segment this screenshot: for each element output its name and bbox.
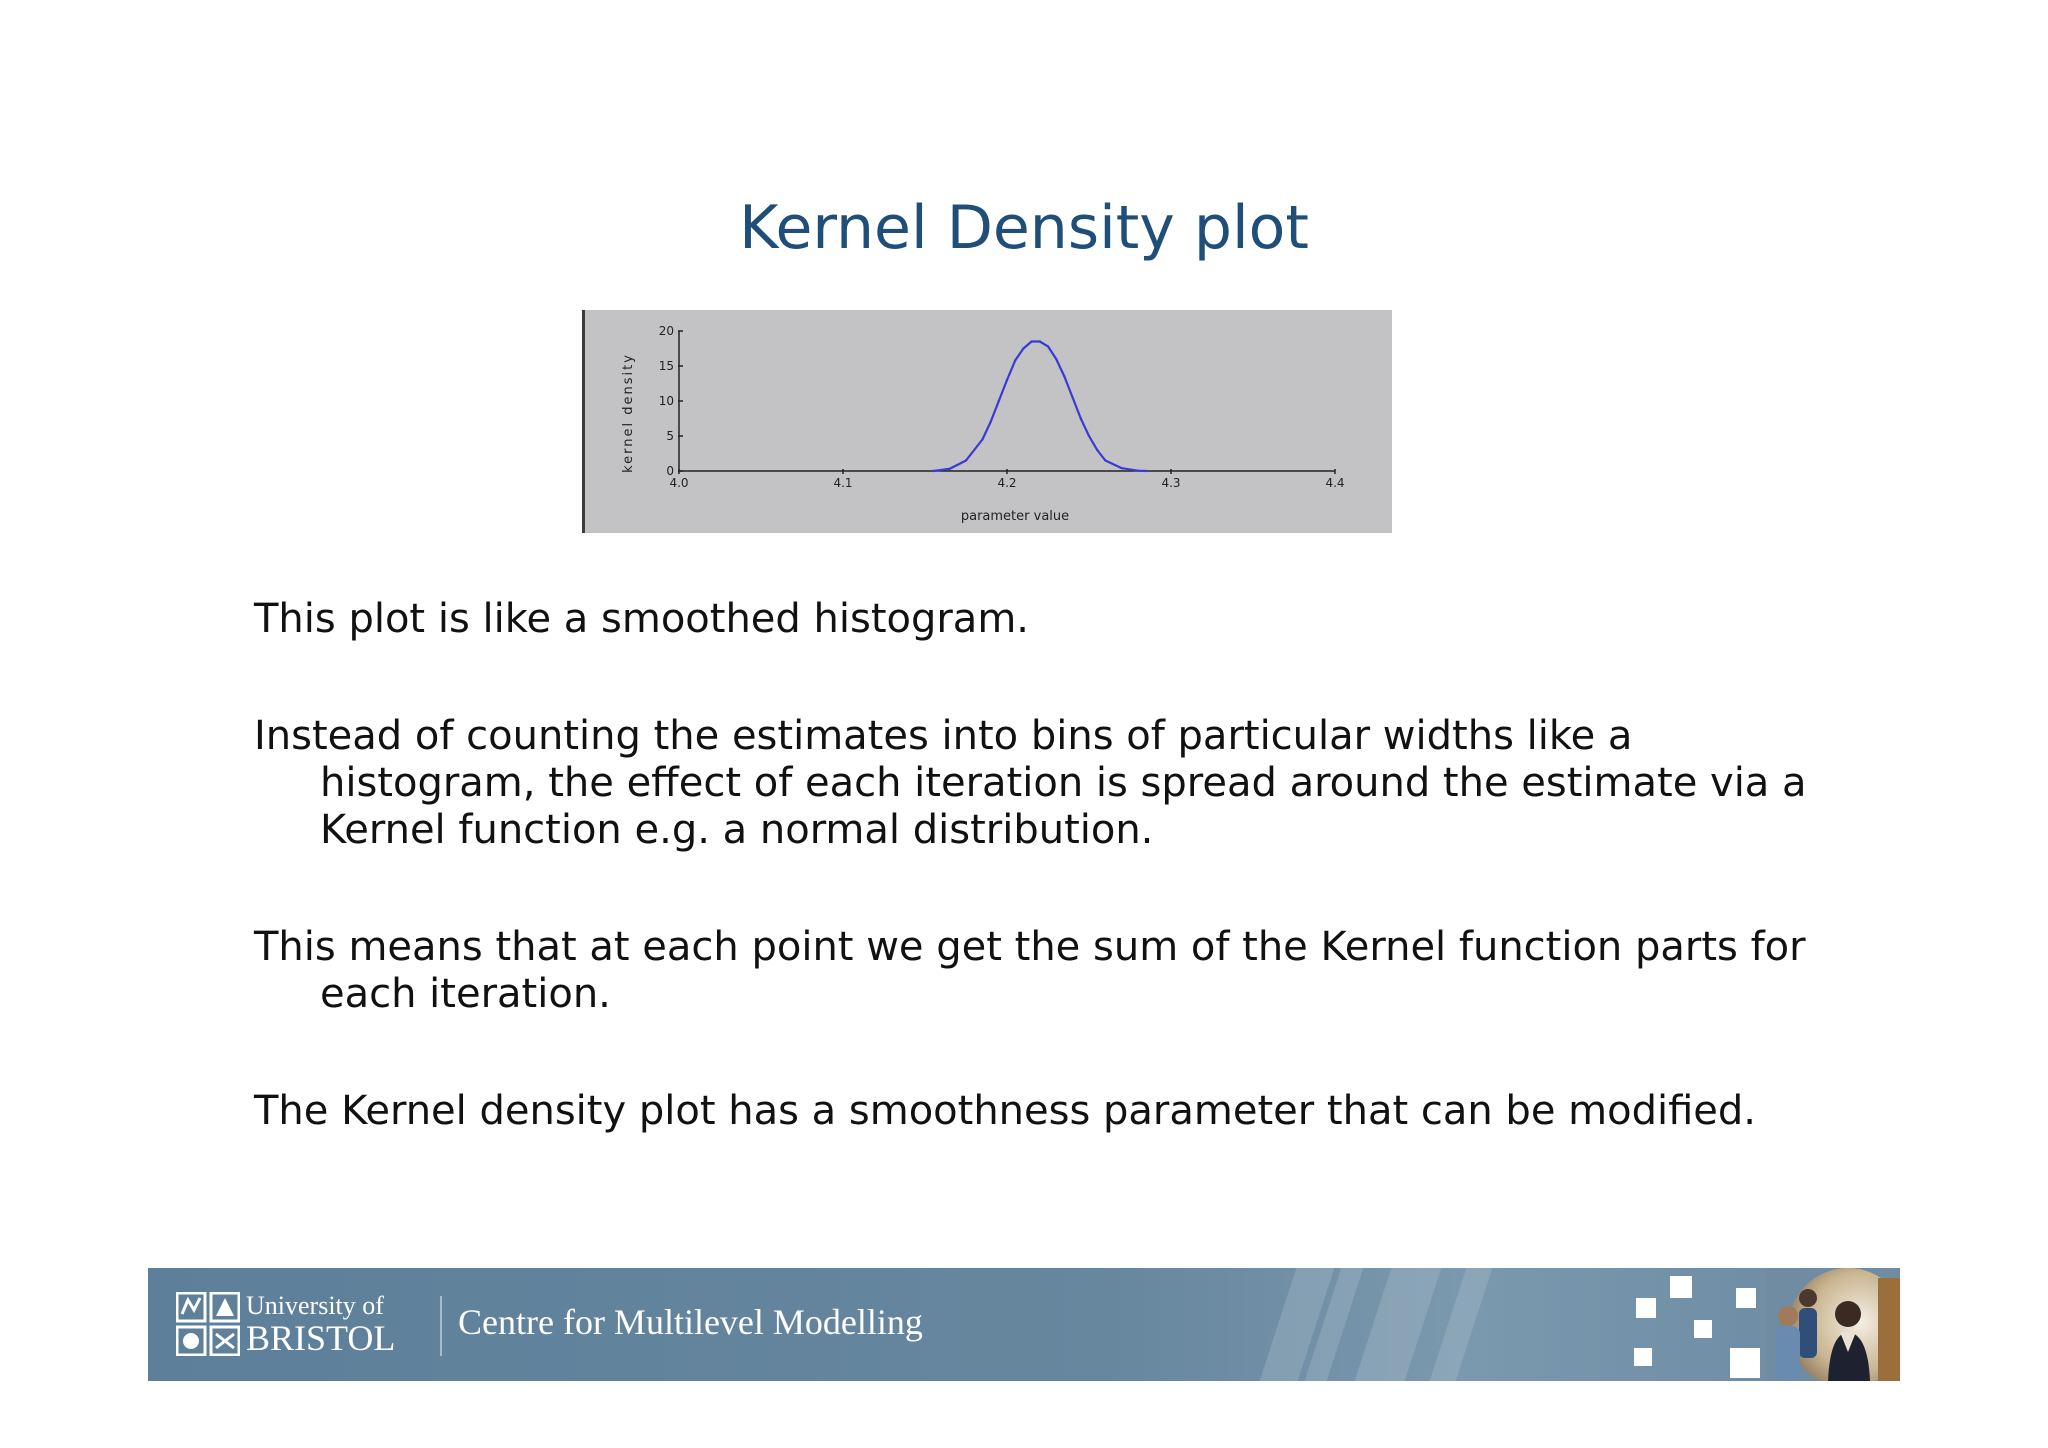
density-point (1022, 347, 1024, 349)
density-point (1039, 340, 1041, 342)
slide-title: Kernel Density plot (739, 193, 1309, 263)
decorative-square (1736, 1288, 1756, 1308)
decorative-square (1634, 1348, 1652, 1366)
university-logo (176, 1288, 396, 1363)
density-point (1014, 359, 1016, 361)
university-name-line1: University of (246, 1291, 384, 1320)
students-photo (1766, 1268, 1900, 1381)
decorative-stripe (1355, 1268, 1442, 1381)
decorative-square (1730, 1348, 1760, 1378)
density-point (1047, 345, 1049, 347)
y-axis-label: kernel density (621, 353, 636, 473)
decorative-square (1694, 1320, 1712, 1338)
decorative-square (1636, 1298, 1656, 1318)
x-tick-label: 4.2 (997, 476, 1017, 490)
decorative-square (1670, 1276, 1692, 1298)
density-point (948, 468, 950, 470)
crest-icon (176, 1292, 240, 1356)
y-tick-label: 20 (658, 324, 674, 338)
centre-name: Centre for Multilevel Modelling (458, 1302, 923, 1342)
slide-body (254, 596, 1854, 1205)
students-photo-image (1766, 1268, 1900, 1381)
y-tick-label: 10 (658, 394, 674, 408)
y-tick-label: 0 (666, 464, 674, 478)
density-point (1121, 467, 1123, 469)
density-point (932, 470, 934, 472)
university-name-line2: BRISTOL (246, 1318, 396, 1358)
body-paragraph: Instead of counting the estimates into bins of particular widths like a histogram, the effect of each iteration is spread around the estimate via a Kernel function e.g. a normal distribution. (254, 713, 1807, 853)
density-point (1137, 470, 1139, 472)
x-tick-label: 4.1 (833, 476, 853, 490)
kernel-density-chart-svg (585, 310, 1392, 533)
density-point (1063, 375, 1065, 377)
footer-divider (440, 1296, 442, 1356)
y-tick-label: 15 (658, 359, 674, 373)
kernel-density-chart (582, 310, 1392, 533)
x-tick-label: 4.0 (669, 476, 689, 490)
x-tick-label: 4.3 (1161, 476, 1181, 490)
density-point (1055, 358, 1057, 360)
density-point (965, 459, 967, 461)
density-point (1006, 379, 1008, 381)
density-point (1071, 396, 1073, 398)
footer-banner (148, 1268, 1900, 1381)
density-point (1088, 435, 1090, 437)
x-axis-label: parameter value (960, 509, 1070, 524)
density-point (1096, 449, 1098, 451)
body-paragraph: The Kernel density plot has a smoothness parameter that can be modified. (254, 1088, 1756, 1134)
density-point (1145, 470, 1147, 472)
chart-series (932, 340, 1148, 472)
density-point (998, 400, 1000, 402)
chart-ticks (659, 324, 1345, 490)
density-point (1080, 417, 1082, 419)
density-curve (933, 342, 1146, 472)
chart-axes (679, 331, 1335, 471)
density-point (981, 438, 983, 440)
density-point (1030, 340, 1032, 342)
x-tick-label: 4.4 (1325, 476, 1345, 490)
density-point (989, 421, 991, 423)
body-paragraph: This means that at each point we get the sum of the Kernel function parts for each iteration. (254, 924, 1806, 1017)
body-paragraph: This plot is like a smoothed histogram. (254, 596, 1029, 642)
decorative-stripe (1430, 1268, 1493, 1381)
density-point (1104, 459, 1106, 461)
y-tick-label: 5 (666, 429, 674, 443)
